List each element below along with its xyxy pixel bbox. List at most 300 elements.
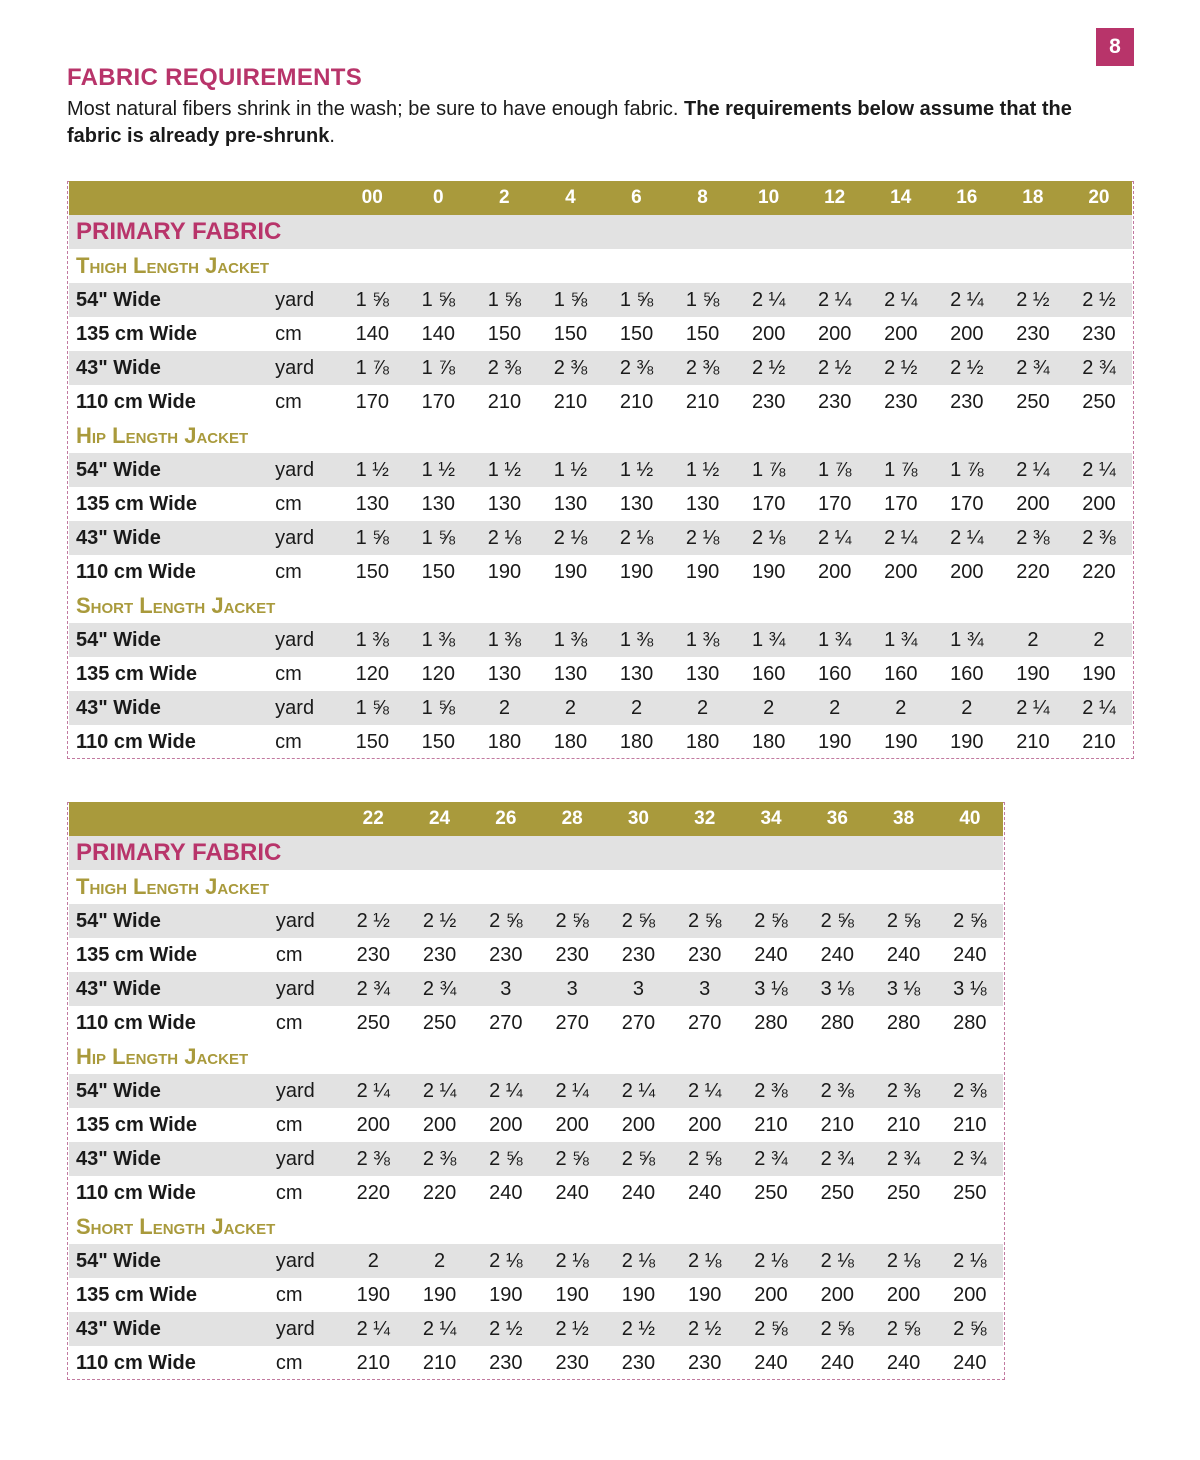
table-cell: 200	[1016, 492, 1050, 515]
unit-label: yard	[275, 526, 315, 549]
size-header-cell: 10	[758, 187, 780, 208]
table-cell: 2	[434, 1249, 446, 1272]
table-cell: 210	[886, 1113, 921, 1136]
table-cell: 2 ¼	[621, 1079, 656, 1102]
table-cell: 200	[818, 560, 852, 583]
fabric-width-label: 110 cm Wide	[76, 1011, 196, 1034]
table-cell: 1 ¾	[884, 628, 918, 651]
table-bottom-border	[67, 1379, 1005, 1380]
table-cell: 2	[895, 696, 907, 719]
table-cell: 240	[621, 1181, 656, 1204]
table-cell: 230	[621, 1351, 656, 1374]
table-cell: 2 ⅝	[754, 909, 788, 932]
table-cell: 170	[355, 390, 389, 413]
table-row	[69, 555, 1132, 589]
size-header-cell: 8	[697, 187, 708, 208]
table-cell: 2 ⅝	[489, 909, 523, 932]
unit-label: cm	[275, 1351, 303, 1374]
table-cell: 200	[884, 322, 918, 345]
table-cell: 1 ½	[619, 458, 654, 481]
table-cell: 200	[555, 1113, 589, 1136]
table-cell: 2 ¾	[754, 1147, 788, 1170]
table-cell: 190	[950, 730, 984, 753]
table-cell: 2 ½	[489, 1317, 523, 1340]
table-cell: 200	[754, 1283, 788, 1306]
intro-paragraph	[67, 96, 1127, 150]
table-cell: 150	[355, 560, 389, 583]
table-cell: 130	[421, 492, 456, 515]
table-cell: 1 ½	[355, 458, 389, 481]
table-cell: 2 ¼	[555, 1079, 589, 1102]
table-cell: 230	[950, 390, 984, 413]
unit-label: yard	[275, 628, 315, 651]
table-cell: 130	[619, 492, 654, 515]
table-cell: 2	[961, 696, 973, 719]
table-cell: 2	[1093, 628, 1105, 651]
table-row	[69, 623, 1132, 657]
table-row	[69, 938, 1003, 972]
table-cell: 2 ⅝	[820, 909, 854, 932]
table-cell: 180	[487, 730, 522, 753]
unit-label: yard	[275, 356, 315, 379]
table-cell: 180	[619, 730, 654, 753]
section-label: PRIMARY FABRIC	[76, 218, 282, 245]
table-cell: 200	[489, 1113, 523, 1136]
table-cell: 2 ⅝	[688, 909, 722, 932]
table-cell: 2 ⅝	[953, 1317, 987, 1340]
jacket-group-label: Short Length Jacket	[76, 593, 276, 618]
fabric-table-sizes-22-40	[67, 802, 1005, 1380]
table-cell: 1 ⅞	[818, 458, 852, 481]
fabric-width-label: 110 cm Wide	[76, 730, 196, 753]
table-cell: 130	[619, 662, 654, 685]
table-cell: 200	[950, 322, 984, 345]
unit-label: cm	[275, 1283, 303, 1306]
table-cell: 170	[884, 492, 918, 515]
table-row	[69, 487, 1132, 521]
table-cell: 2 ¼	[489, 1079, 523, 1102]
size-header-cell: 2	[499, 187, 510, 208]
unit-label: yard	[275, 977, 315, 1000]
table-cell: 200	[820, 1283, 854, 1306]
table-row	[69, 1312, 1003, 1346]
table-cell: 250	[1082, 390, 1116, 413]
table-cell: 2 ¼	[884, 288, 918, 311]
table-row	[69, 317, 1132, 351]
table-cell: 2 ⅝	[953, 909, 987, 932]
jacket-group-row	[69, 589, 1132, 623]
fabric-width-label: 135 cm Wide	[76, 1283, 197, 1306]
table-cell: 240	[688, 1181, 722, 1204]
table-cell: 1 ¾	[950, 628, 984, 651]
table-cell: 130	[355, 492, 389, 515]
table-cell: 2 ⅜	[685, 356, 720, 379]
table-cell: 240	[820, 1351, 854, 1374]
fabric-table-sizes-00-20	[67, 181, 1134, 759]
table-cell: 1 ⅝	[685, 288, 720, 311]
table-cell: 190	[818, 730, 852, 753]
table-cell: 200	[356, 1113, 390, 1136]
table-cell: 2 ⅛	[754, 1249, 788, 1272]
table-cell: 2 ½	[356, 909, 390, 932]
table-cell: 2 ¼	[818, 526, 852, 549]
table-cell: 270	[489, 1011, 523, 1034]
intro-plain-text: Most natural fibers shrink in the wash; be sure to have enough fabric.	[67, 98, 685, 120]
table-cell: 250	[953, 1181, 987, 1204]
table-cell: 1 ⅜	[355, 628, 389, 651]
table-cell: 190	[685, 560, 720, 583]
table-cell: 240	[886, 943, 921, 966]
unit-label: cm	[275, 322, 302, 345]
fabric-width-label: 135 cm Wide	[76, 492, 197, 515]
table-cell: 2	[630, 696, 643, 719]
table-bottom-border	[67, 758, 1134, 759]
table-cell: 150	[355, 730, 389, 753]
table-cell: 220	[1016, 560, 1050, 583]
table-cell: 1 ⅝	[619, 288, 654, 311]
size-header-cell: 6	[631, 187, 642, 208]
table-cell: 200	[621, 1113, 656, 1136]
table-cell: 200	[751, 322, 786, 345]
unit-label: yard	[275, 1079, 315, 1102]
table-cell: 210	[820, 1113, 854, 1136]
table-cell: 3	[632, 977, 644, 1000]
table-cell: 160	[818, 662, 852, 685]
table-cell: 210	[754, 1113, 788, 1136]
table-cell: 2 ⅛	[886, 1249, 921, 1272]
table-cell: 180	[685, 730, 720, 753]
table-cell: 2 ¼	[884, 526, 918, 549]
table-cell: 2 ⅝	[886, 909, 921, 932]
table-cell: 1 ⅝	[355, 526, 389, 549]
table-row	[69, 453, 1132, 487]
size-header-cell: 30	[627, 808, 649, 829]
table-cell: 200	[818, 322, 852, 345]
table-cell: 2	[564, 696, 577, 719]
table-cell: 210	[1016, 730, 1050, 753]
table-cell: 2	[763, 696, 775, 719]
unit-label: yard	[275, 696, 315, 719]
table-cell: 230	[688, 943, 722, 966]
table-cell: 1 ⅝	[421, 526, 456, 549]
table-cell: 1 ⅝	[355, 288, 389, 311]
table-cell: 1 ⅜	[619, 628, 654, 651]
table-cell: 210	[685, 390, 720, 413]
table-cell: 250	[820, 1181, 854, 1204]
fabric-width-label: 135 cm Wide	[76, 1113, 197, 1136]
table-cell: 2 ⅜	[886, 1079, 921, 1102]
size-header-cell: 14	[890, 187, 912, 208]
table-row	[69, 1244, 1003, 1278]
size-header-cell: 4	[565, 187, 576, 208]
table-cell: 190	[553, 560, 588, 583]
table-cell: 190	[487, 560, 522, 583]
table-cell: 2 ½	[1082, 288, 1116, 311]
table-cell: 2 ½	[818, 356, 852, 379]
table-cell: 2 ¼	[1082, 696, 1116, 719]
table-cell: 190	[356, 1283, 390, 1306]
table-body	[67, 802, 1005, 1380]
table-cell: 2 ⅝	[555, 909, 589, 932]
table-cell: 2 ⅜	[1082, 526, 1116, 549]
table-cell: 1 ½	[685, 458, 720, 481]
unit-label: cm	[275, 662, 302, 685]
table-cell: 1 ⅜	[553, 628, 588, 651]
fabric-width-label: 135 cm Wide	[76, 322, 197, 345]
unit-label: cm	[275, 1113, 303, 1136]
page-number-badge: 8	[1096, 28, 1134, 66]
fabric-width-label: 54" Wide	[76, 1079, 161, 1102]
table-cell: 2 ½	[688, 1317, 722, 1340]
table-cell: 190	[555, 1283, 589, 1306]
table-cell: 2 ⅛	[553, 526, 588, 549]
table-cell: 2 ⅝	[688, 1147, 722, 1170]
table-cell: 220	[422, 1181, 457, 1204]
table-cell: 240	[886, 1351, 921, 1374]
fabric-width-label: 110 cm Wide	[76, 390, 196, 413]
table-cell: 3	[566, 977, 578, 1000]
table-cell: 240	[489, 1181, 523, 1204]
table-cell: 2 ¼	[356, 1317, 390, 1340]
fabric-width-label: 43" Wide	[76, 356, 161, 379]
table-cell: 2 ⅜	[953, 1079, 987, 1102]
table-cell: 230	[621, 943, 656, 966]
fabric-width-label: 54" Wide	[76, 909, 161, 932]
table-cell: 150	[553, 322, 588, 345]
size-header-cell: 36	[826, 808, 848, 829]
table-cell: 2 ⅝	[886, 1317, 921, 1340]
table-cell: 240	[953, 943, 987, 966]
table-cell: 2 ⅝	[820, 1317, 854, 1340]
table-cell: 3 ⅛	[820, 977, 854, 1000]
table-cell: 130	[685, 492, 720, 515]
unit-label: cm	[275, 1011, 303, 1034]
table-cell: 2 ¼	[1016, 696, 1050, 719]
table-cell: 3	[500, 977, 512, 1000]
table-cell: 1 ¾	[751, 628, 786, 651]
table-cell: 2 ⅝	[621, 1147, 656, 1170]
table-cell: 200	[1082, 492, 1116, 515]
table-cell: 2 ¼	[1082, 458, 1116, 481]
size-header-row	[69, 802, 1003, 836]
table-cell: 2 ½	[422, 909, 457, 932]
table-row	[69, 725, 1132, 759]
table-cell: 1 ⅝	[421, 696, 456, 719]
size-header-cell: 00	[361, 187, 383, 208]
table-cell: 2 ⅛	[685, 526, 720, 549]
table-cell: 2 ¼	[751, 288, 786, 311]
table-cell: 130	[487, 662, 522, 685]
table-row	[69, 521, 1132, 555]
jacket-group-row	[69, 1040, 1003, 1074]
table-cell: 250	[754, 1181, 788, 1204]
table-cell: 230	[489, 943, 523, 966]
page-title: FABRIC REQUIREMENTS	[67, 64, 363, 91]
table-cell: 1 ¾	[818, 628, 852, 651]
fabric-width-label: 54" Wide	[76, 628, 161, 651]
table-cell: 230	[489, 1351, 523, 1374]
table-cell: 2 ¾	[820, 1147, 854, 1170]
table-cell: 240	[820, 943, 854, 966]
table-cell: 230	[422, 943, 457, 966]
table-cell: 2 ½	[884, 356, 918, 379]
table-cell: 2 ¼	[818, 288, 852, 311]
table-cell: 210	[619, 390, 654, 413]
table-cell: 2 ⅜	[619, 356, 654, 379]
jacket-group-label: Thigh Length Jacket	[76, 874, 270, 899]
table-row	[69, 1278, 1003, 1312]
size-header-cell: 26	[495, 808, 517, 829]
table-cell: 210	[422, 1351, 457, 1374]
table-cell: 1 ½	[421, 458, 456, 481]
table-cell: 2 ⅜	[1016, 526, 1050, 549]
table-cell: 2	[829, 696, 841, 719]
table-cell: 2 ⅜	[820, 1079, 854, 1102]
table-cell: 150	[421, 730, 456, 753]
table-row	[69, 1346, 1003, 1380]
table-cell: 250	[422, 1011, 457, 1034]
table-cell: 250	[356, 1011, 390, 1034]
table-cell: 180	[553, 730, 588, 753]
table-cell: 2 ⅛	[619, 526, 654, 549]
table-cell: 2 ¾	[886, 1147, 921, 1170]
table-cell: 140	[421, 322, 456, 345]
table-cell: 2 ¾	[1082, 356, 1116, 379]
jacket-group-row	[69, 870, 1003, 904]
table-cell: 2 ⅜	[487, 356, 522, 379]
unit-label: cm	[275, 492, 302, 515]
fabric-width-label: 43" Wide	[76, 1147, 161, 1170]
table-cell: 190	[688, 1283, 722, 1306]
unit-label: cm	[275, 943, 303, 966]
table-cell: 2 ¼	[422, 1317, 457, 1340]
table-cell: 2 ¾	[422, 977, 457, 1000]
fabric-width-label: 54" Wide	[76, 1249, 161, 1272]
table-cell: 210	[953, 1113, 987, 1136]
table-row	[69, 1108, 1003, 1142]
table-row	[69, 385, 1132, 419]
size-header-cell: 38	[893, 808, 915, 829]
table-cell: 2 ½	[555, 1317, 589, 1340]
table-row	[69, 691, 1132, 725]
size-header-cell: 18	[1022, 187, 1044, 208]
size-header-cell: 22	[362, 808, 384, 829]
size-header-cell: 16	[956, 187, 978, 208]
table-cell: 250	[1016, 390, 1050, 413]
table-cell: 2 ⅛	[751, 526, 786, 549]
table-cell: 2 ½	[621, 1317, 656, 1340]
table-cell: 210	[356, 1351, 390, 1374]
table-cell: 130	[487, 492, 522, 515]
table-cell: 2 ⅝	[489, 1147, 523, 1170]
size-header-cell: 32	[694, 808, 716, 829]
table-cell: 160	[950, 662, 984, 685]
table-cell: 220	[356, 1181, 390, 1204]
size-header-cell: 34	[760, 808, 782, 829]
table-cell: 190	[621, 1283, 656, 1306]
unit-label: cm	[275, 560, 302, 583]
table-row	[69, 1006, 1003, 1040]
fabric-width-label: 43" Wide	[76, 696, 161, 719]
unit-label: yard	[275, 1317, 315, 1340]
table-cell: 2 ⅜	[356, 1147, 390, 1170]
table-cell: 2 ⅛	[688, 1249, 722, 1272]
table-cell: 1 ⅞	[751, 458, 786, 481]
table-cell: 2 ⅛	[489, 1249, 523, 1272]
table-cell: 3 ⅛	[886, 977, 921, 1000]
intro-bold-text: The requirements below assume that the fabric is already pre-shrunk	[67, 98, 1072, 147]
table-cell: 170	[421, 390, 456, 413]
table-cell: 190	[1016, 662, 1050, 685]
table-cell: 150	[487, 322, 522, 345]
table-cell: 1 ⅜	[421, 628, 456, 651]
unit-label: cm	[275, 1181, 303, 1204]
table-cell: 1 ⅞	[884, 458, 918, 481]
table-cell: 1 ⅝	[355, 696, 389, 719]
table-cell: 1 ⅝	[421, 288, 456, 311]
table-cell: 230	[884, 390, 918, 413]
unit-label: cm	[275, 730, 302, 753]
table-cell: 200	[950, 560, 984, 583]
fabric-width-label: 110 cm Wide	[76, 1181, 196, 1204]
table-cell: 190	[1082, 662, 1116, 685]
fabric-width-label: 54" Wide	[76, 288, 161, 311]
table-cell: 220	[1082, 560, 1116, 583]
table-cell: 2 ⅛	[555, 1249, 589, 1272]
unit-label: yard	[275, 288, 315, 311]
table-cell: 2 ¼	[950, 526, 984, 549]
table-cell: 230	[688, 1351, 722, 1374]
unit-label: cm	[275, 390, 302, 413]
jacket-group-label: Hip Length Jacket	[76, 423, 249, 448]
jacket-group-label: Hip Length Jacket	[76, 1044, 249, 1069]
table-cell: 2 ⅝	[621, 909, 656, 932]
table-cell: 1 ⅝	[487, 288, 522, 311]
table-cell: 160	[884, 662, 918, 685]
fabric-width-label: 110 cm Wide	[76, 1351, 196, 1374]
table-cell: 160	[751, 662, 786, 685]
table-cell: 200	[953, 1283, 987, 1306]
table-cell: 230	[555, 943, 589, 966]
table-row	[69, 1074, 1003, 1108]
table-cell: 190	[489, 1283, 523, 1306]
table-cell: 1 ⅞	[421, 356, 456, 379]
table-cell: 2 ¼	[688, 1079, 722, 1102]
table-cell: 2	[697, 696, 709, 719]
table-cell: 3 ⅛	[953, 977, 987, 1000]
table-cell: 170	[950, 492, 984, 515]
unit-label: yard	[275, 909, 315, 932]
table-cell: 2 ⅝	[754, 1317, 788, 1340]
table-cell: 280	[886, 1011, 921, 1034]
jacket-group-row	[69, 1210, 1003, 1244]
section-row	[69, 215, 1132, 249]
table-cell: 1 ⅝	[553, 288, 588, 311]
table-cell: 2 ⅜	[754, 1079, 788, 1102]
unit-label: yard	[275, 458, 315, 481]
table-cell: 280	[820, 1011, 854, 1034]
table-cell: 210	[553, 390, 588, 413]
jacket-group-row	[69, 249, 1132, 283]
size-header-cell: 28	[561, 808, 583, 829]
table-cell: 240	[953, 1351, 987, 1374]
table-cell: 2	[498, 696, 510, 719]
table-cell: 200	[884, 560, 918, 583]
table-cell: 210	[487, 390, 522, 413]
fabric-width-label: 43" Wide	[76, 977, 161, 1000]
table-cell: 2 ⅜	[553, 356, 588, 379]
table-cell: 240	[555, 1181, 589, 1204]
